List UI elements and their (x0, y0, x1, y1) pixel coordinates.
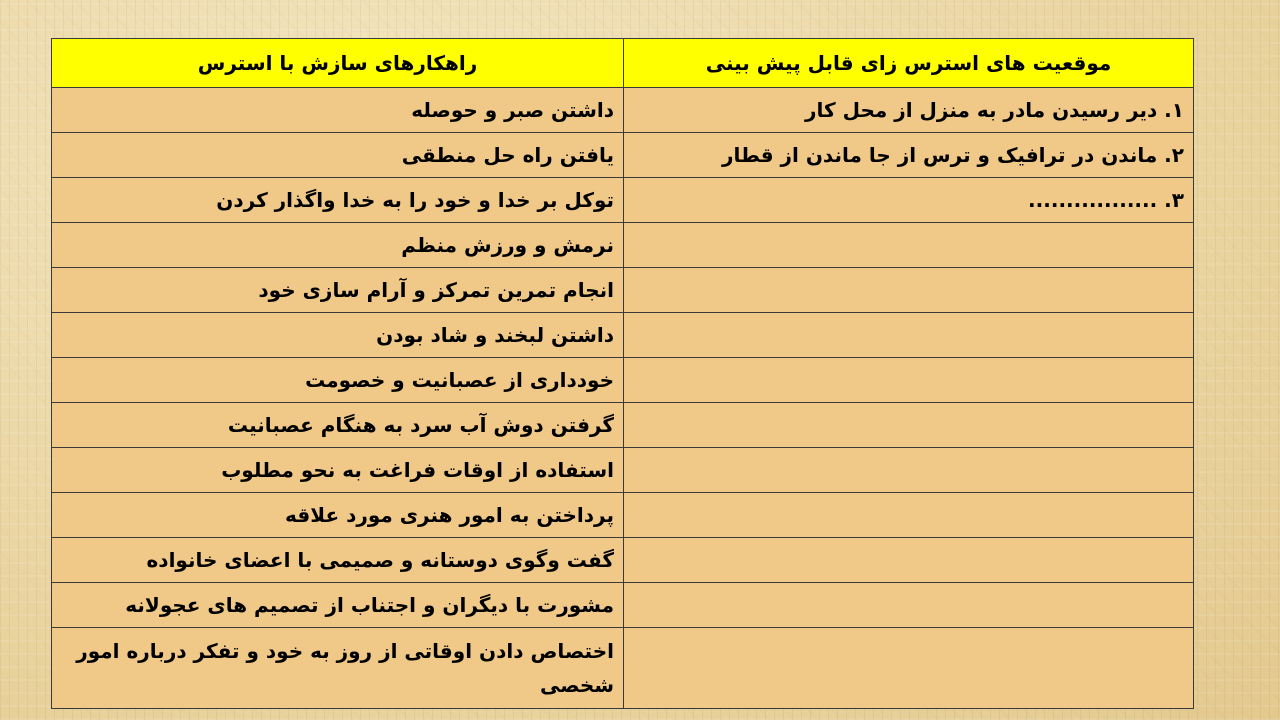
strategy-cell: استفاده از اوقات فراغت به نحو مطلوب (52, 448, 624, 493)
situation-cell (624, 448, 1194, 493)
situation-cell (624, 268, 1194, 313)
table-row (52, 448, 1194, 493)
situation-cell (624, 628, 1194, 709)
header-strategies: راهکارهای سازش با استرس (52, 39, 624, 88)
stress-table (51, 38, 1194, 709)
table-row (52, 538, 1194, 583)
situation-cell (624, 493, 1194, 538)
header-situations: موقعیت های استرس زای قابل پیش بینی (624, 39, 1194, 88)
strategy-cell: گرفتن دوش آب سرد به هنگام عصبانیت (52, 403, 624, 448)
strategy-cell: توکل بر خدا و خود را به خدا واگذار کردن (52, 178, 624, 223)
table-row (52, 88, 1194, 133)
situation-cell (624, 223, 1194, 268)
situation-cell (624, 538, 1194, 583)
header-row (52, 39, 1194, 88)
situation-cell: ۳. ................. (624, 178, 1194, 223)
table-row (52, 223, 1194, 268)
table-row (52, 313, 1194, 358)
strategy-cell: گفت وگوی دوستانه و صمیمی با اعضای خانواده (52, 538, 624, 583)
strategy-cell: مشورت با دیگران و اجتناب از تصمیم های عجولانه (52, 583, 624, 628)
table-row (52, 628, 1194, 709)
strategy-cell: خودداری از عصبانیت و خصومت (52, 358, 624, 403)
strategy-cell: پرداختن به امور هنری مورد علاقه (52, 493, 624, 538)
strategy-cell: نرمش و ورزش منظم (52, 223, 624, 268)
table-row (52, 583, 1194, 628)
strategy-cell: داشتن صبر و حوصله (52, 88, 624, 133)
situation-cell (624, 313, 1194, 358)
situation-cell: ۱. دیر رسیدن مادر به منزل از محل کار (624, 88, 1194, 133)
table-row (52, 358, 1194, 403)
strategy-cell: داشتن لبخند و شاد بودن (52, 313, 624, 358)
strategy-cell: یافتن راه حل منطقی (52, 133, 624, 178)
situation-cell: ۲. ماندن در ترافیک و ترس از جا ماندن از قطار (624, 133, 1194, 178)
strategy-cell: انجام تمرین تمرکز و آرام سازی خود (52, 268, 624, 313)
situation-cell (624, 403, 1194, 448)
table-row (52, 178, 1194, 223)
situation-cell (624, 358, 1194, 403)
situation-cell (624, 583, 1194, 628)
table-row (52, 493, 1194, 538)
table-row (52, 133, 1194, 178)
table-row (52, 403, 1194, 448)
table-row (52, 268, 1194, 313)
strategy-cell: اختصاص دادن اوقاتی از روز به خود و تفکر درباره امور شخصی (52, 628, 624, 709)
